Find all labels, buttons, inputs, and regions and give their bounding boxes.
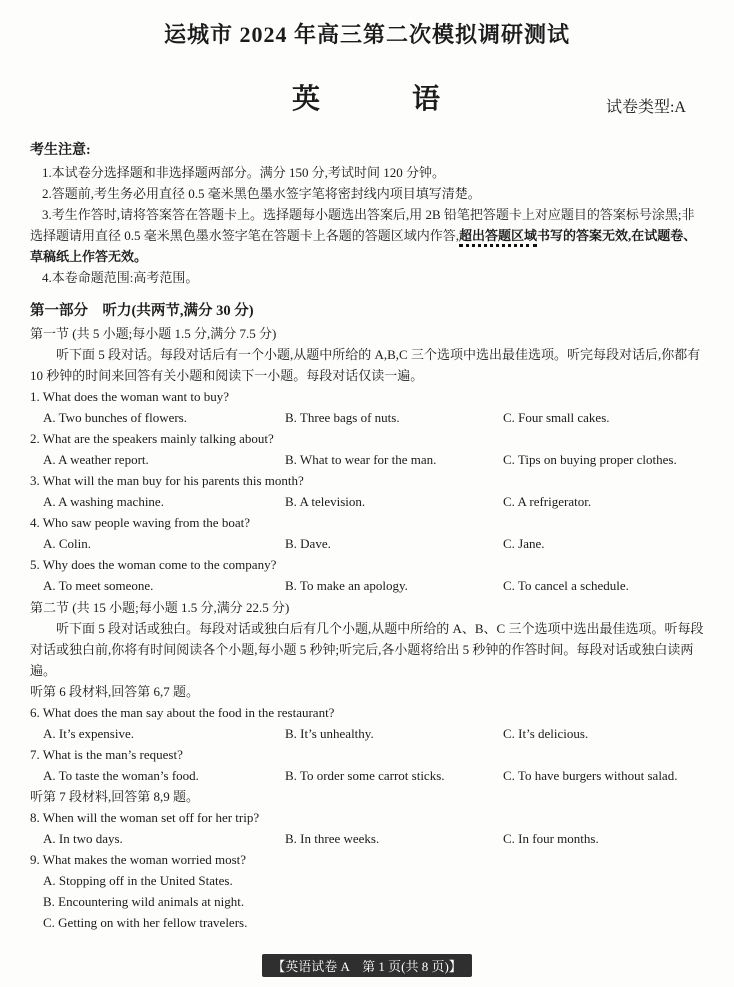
question-7 bbox=[30, 744, 704, 786]
question-5-option-a: A. To meet someone. bbox=[43, 578, 154, 593]
notice-item-4: 4.本卷命题范围:高考范围。 bbox=[42, 270, 199, 285]
notice-item-3-emphasis-bold: 书写的答案无效,在试题卷、草稿纸上作答无效。 bbox=[30, 228, 697, 264]
section2-instructions: 听下面 5 段对话或独白。每段对话或独白后有几个小题,从题中所给的 A、B、C 三个选项中选出最佳选项。听每段对话或独白前,你将有时间阅读各个小题,每小题 5 秒钟;听完后,各小题将给出 5 秒钟的作答时间。每段对话或独白读两遍。 bbox=[30, 621, 704, 678]
part1-heading: 第一部分 听力(共两节,满分 30 分) bbox=[30, 303, 254, 319]
question-3-text: 3. What will the man buy for his parents this month? bbox=[30, 473, 304, 488]
question-4 bbox=[30, 512, 704, 554]
question-5 bbox=[30, 554, 704, 596]
question-2-option-c: C. Tips on buying proper clothes. bbox=[503, 452, 677, 467]
notice-item-1: 1.本试卷分选择题和非选择题两部分。满分 150 分,考试时间 120 分钟。 bbox=[42, 165, 446, 180]
section1-instructions: 听下面 5 段对话。每段对话后有一个小题,从题中所给的 A,B,C 三个选项中选出最佳选项。听完每段对话后,你都有 10 秒钟的时间来回答有关小题和阅读下一小题。每段对话仅读一遍。 bbox=[30, 347, 701, 383]
question-5-text: 5. Why does the woman come to the company? bbox=[30, 557, 277, 572]
footer-page-label: 【英语试卷 A 第 1 页(共 8 页)】 bbox=[262, 954, 472, 977]
question-8-option-c: C. In four months. bbox=[503, 831, 599, 846]
question-2 bbox=[30, 428, 704, 470]
material-6-line: 听第 6 段材料,回答第 6,7 题。 bbox=[30, 684, 200, 699]
question-3-option-a: A. A washing machine. bbox=[43, 494, 164, 509]
question-6 bbox=[30, 702, 704, 744]
notice-item-3-text: 3.考生作答时,请将答案答在答题卡上。选择题每小题选出答案后,用 2B 铅笔把答题卡上对应题目的答案标号涂黑;非选择题请用直径 0.5 毫米黑色墨水签字笔在答题卡上各题的答题区域内作答, bbox=[30, 207, 695, 243]
question-2-text: 2. What are the speakers mainly talking about? bbox=[30, 431, 274, 446]
notice-section bbox=[30, 139, 704, 288]
question-9-option-b: B. Encountering wild animals at night. bbox=[43, 894, 245, 909]
question-4-option-b: B. Dave. bbox=[285, 536, 331, 551]
notice-item-3-emphasis-dotted: 超出答题区域 bbox=[459, 228, 537, 247]
question-9 bbox=[30, 849, 704, 933]
question-9-options bbox=[30, 870, 704, 933]
question-5-option-b: B. To make an apology. bbox=[285, 578, 408, 593]
question-2-option-a: A. A weather report. bbox=[43, 452, 149, 467]
question-9-option-a: A. Stopping off in the United States. bbox=[43, 873, 233, 888]
question-3-option-b: B. A television. bbox=[285, 494, 366, 509]
question-7-option-b: B. To order some carrot sticks. bbox=[285, 768, 445, 783]
question-4-option-a: A. Colin. bbox=[43, 536, 92, 551]
question-5-option-c: C. To cancel a schedule. bbox=[503, 578, 629, 593]
question-8-text: 8. When will the woman set off for her trip? bbox=[30, 810, 260, 825]
question-5-options bbox=[30, 575, 704, 596]
question-1-option-a: A. Two bunches of flowers. bbox=[43, 410, 187, 425]
question-7-text: 7. What is the man’s request? bbox=[30, 747, 183, 762]
exam-title: 运城市 2024 年高三第二次模拟调研测试 bbox=[163, 22, 570, 47]
part1-listening bbox=[30, 300, 704, 933]
question-1-options bbox=[30, 407, 704, 428]
question-3-options bbox=[30, 491, 704, 512]
question-7-option-c: C. To have burgers without salad. bbox=[503, 768, 678, 783]
question-1-text: 1. What does the woman want to buy? bbox=[30, 389, 230, 404]
question-1 bbox=[30, 386, 704, 428]
notice-item-3 bbox=[30, 204, 704, 267]
question-6-option-b: B. It’s unhealthy. bbox=[285, 726, 374, 741]
question-7-option-a: A. To taste the woman’s food. bbox=[43, 768, 199, 783]
question-4-text: 4. Who saw people waving from the boat? bbox=[30, 515, 250, 530]
question-8-option-b: B. In three weeks. bbox=[285, 831, 380, 846]
question-6-options bbox=[30, 723, 704, 744]
section2-heading: 第二节 (共 15 小题;每小题 1.5 分,满分 22.5 分) bbox=[30, 600, 290, 615]
question-9-text: 9. What makes the woman worried most? bbox=[30, 852, 247, 867]
question-8-options bbox=[30, 828, 704, 849]
question-6-option-a: A. It’s expensive. bbox=[43, 726, 134, 741]
notice-item-2: 2.答题前,考生务必用直径 0.5 毫米黑色墨水签字笔将密封线内项目填写清楚。 bbox=[42, 186, 481, 201]
question-8-option-a: A. In two days. bbox=[43, 831, 123, 846]
material-7-line: 听第 7 段材料,回答第 8,9 题。 bbox=[30, 789, 200, 804]
question-6-text: 6. What does the man say about the food in the restaurant? bbox=[30, 705, 335, 720]
page-footer bbox=[0, 954, 734, 977]
question-2-option-b: B. What to wear for the man. bbox=[285, 452, 437, 467]
question-2-options bbox=[30, 449, 704, 470]
question-8 bbox=[30, 807, 704, 849]
question-1-option-c: C. Four small cakes. bbox=[503, 410, 610, 425]
question-4-option-c: C. Jane. bbox=[503, 536, 545, 551]
paper-type-label: 试卷类型:A bbox=[605, 99, 686, 116]
question-1-option-b: B. Three bags of nuts. bbox=[285, 410, 400, 425]
question-4-options bbox=[30, 533, 704, 554]
question-3 bbox=[30, 470, 704, 512]
question-3-option-c: C. A refrigerator. bbox=[503, 494, 592, 509]
subject-row bbox=[30, 77, 704, 119]
question-6-option-c: C. It’s delicious. bbox=[503, 726, 589, 741]
notice-heading: 考生注意: bbox=[30, 143, 91, 158]
subject-title: 英 语 bbox=[291, 84, 442, 115]
question-7-options bbox=[30, 765, 704, 786]
section1-heading: 第一节 (共 5 小题;每小题 1.5 分,满分 7.5 分) bbox=[30, 326, 277, 341]
question-9-option-c: C. Getting on with her fellow travelers. bbox=[43, 915, 248, 930]
